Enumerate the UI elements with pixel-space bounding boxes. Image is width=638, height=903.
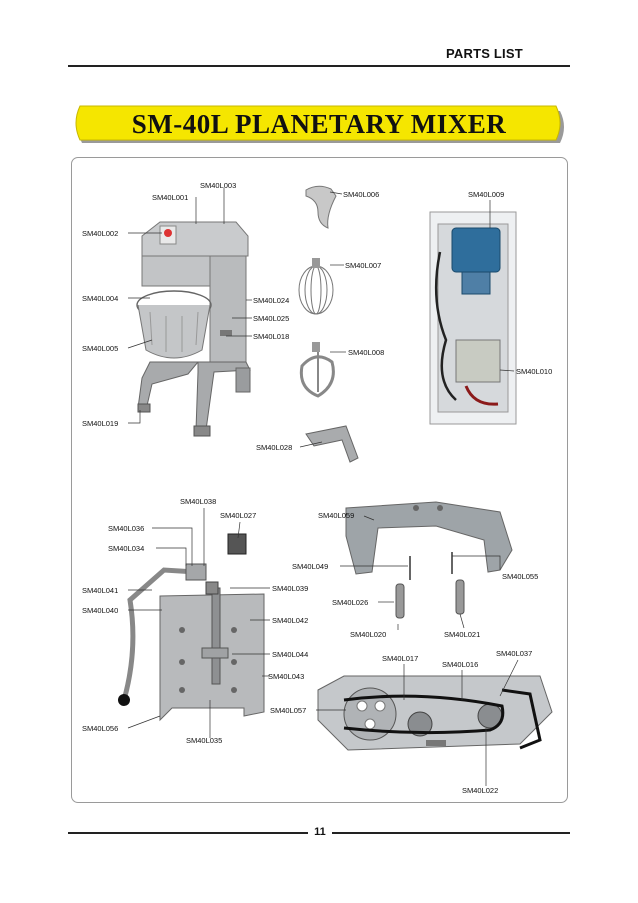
part-label-l024: SM40L024 xyxy=(253,296,290,305)
footer-rule-right xyxy=(332,832,570,834)
part-label-l007: SM40L007 xyxy=(345,261,382,270)
part-label-l057: SM40L057 xyxy=(270,706,307,715)
part-label-l016: SM40L016 xyxy=(442,660,479,669)
wire-whip-illustration xyxy=(299,258,333,314)
flat-beater-illustration xyxy=(301,342,333,396)
section-title: PARTS LIST xyxy=(446,46,523,61)
bowl-arm-illustration xyxy=(346,502,512,574)
part-label-l006: SM40L006 xyxy=(343,190,380,199)
drive-tray-illustration xyxy=(318,676,552,750)
part-label-l021: SM40L021 xyxy=(444,630,481,639)
part-label-l039: SM40L039 xyxy=(272,584,309,593)
part-label-l020: SM40L020 xyxy=(350,630,387,639)
part-label-l017: SM40L017 xyxy=(382,654,419,663)
part-label-l043: SM40L043 xyxy=(268,672,305,681)
part-label-l040: SM40L040 xyxy=(82,606,119,615)
part-label-l055: SM40L055 xyxy=(502,572,539,581)
part-label-l009: SM40L009 xyxy=(468,190,505,199)
part-label-l059: SM40L059 xyxy=(318,511,355,520)
part-label-l008: SM40L008 xyxy=(348,348,385,357)
part-label-l018: SM40L018 xyxy=(253,332,290,341)
part-label-l026: SM40L026 xyxy=(332,598,369,607)
footer-rule-left xyxy=(68,832,308,834)
part-label-l036: SM40L036 xyxy=(108,524,145,533)
part-label-l037: SM40L037 xyxy=(496,649,533,658)
part-label-l004: SM40L004 xyxy=(82,294,119,303)
part-label-l001: SM40L001 xyxy=(152,193,189,202)
mixer-illustration xyxy=(137,222,250,436)
part-label-l005: SM40L005 xyxy=(82,344,119,353)
part-label-l049: SM40L049 xyxy=(292,562,329,571)
part-label-l044: SM40L044 xyxy=(272,650,309,659)
part-label-l027: SM40L027 xyxy=(220,511,257,520)
motor-housing-illustration xyxy=(430,212,516,424)
part-label-l028: SM40L028 xyxy=(256,443,293,452)
part-label-l003: SM40L003 xyxy=(200,181,237,190)
page-number: 11 xyxy=(314,826,326,838)
part-label-l002: SM40L002 xyxy=(82,229,119,238)
part-label-l056: SM40L056 xyxy=(82,724,119,733)
part-label-l034: SM40L034 xyxy=(108,544,145,553)
part-label-l025: SM40L025 xyxy=(253,314,290,323)
part-label-l042: SM40L042 xyxy=(272,616,309,625)
lift-plate-illustration xyxy=(118,534,264,720)
part-label-l022: SM40L022 xyxy=(462,786,499,795)
part-label-l038: SM40L038 xyxy=(180,497,217,506)
banner-title: SM-40L PLANETARY MIXER xyxy=(131,109,507,139)
part-label-l035: SM40L035 xyxy=(186,736,223,745)
part-label-l041: SM40L041 xyxy=(82,586,119,595)
pins-illustration xyxy=(396,552,464,618)
part-label-l010: SM40L010 xyxy=(516,367,553,376)
part-label-l019: SM40L019 xyxy=(82,419,119,428)
